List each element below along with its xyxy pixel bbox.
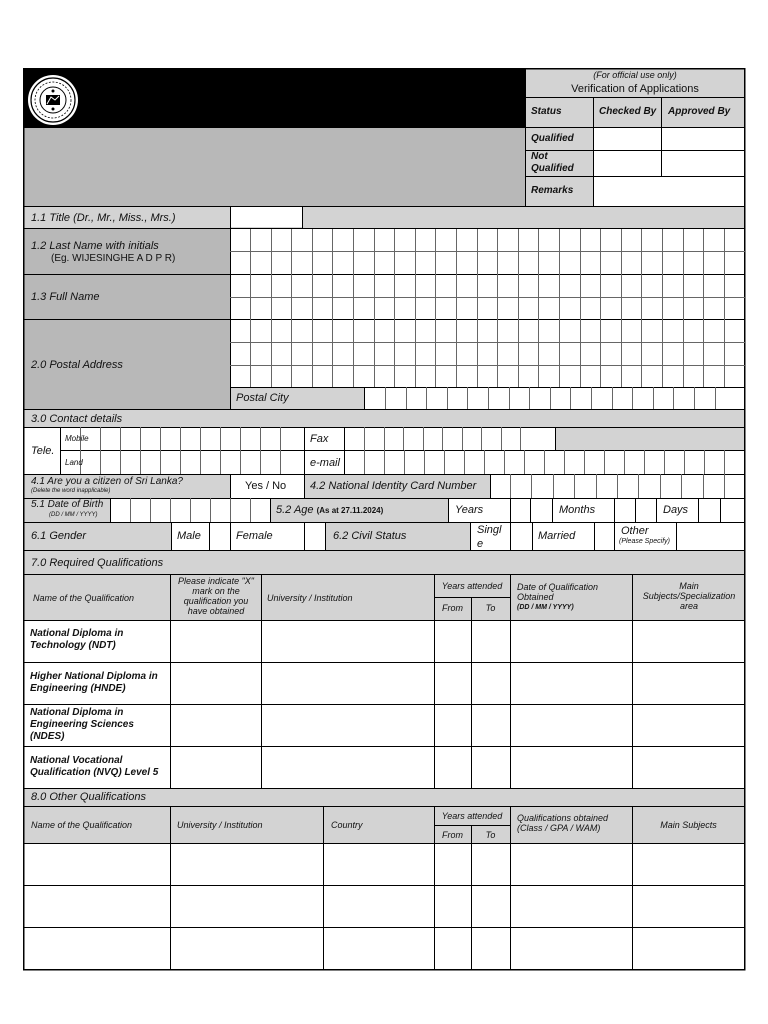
lastname-label: 1.2 Last Name with initials: [31, 240, 159, 252]
req-col-subjects: Main Subjects/Specialization area: [642, 581, 736, 611]
oth-col-name: Name of the Qualification: [31, 820, 133, 830]
land-label: Land: [65, 458, 83, 467]
nic-label: 4.2 National Identity Card Number: [310, 480, 477, 492]
req-col-date-format: (DD / MM / YYYY): [517, 604, 574, 611]
required-section-title: 7.0 Required Qualifications: [31, 557, 164, 569]
req-col-univ: University / Institution: [267, 593, 353, 603]
age-label-text: 5.2 Age: [276, 504, 314, 516]
dob-format: (DD / MM / YYYY): [49, 512, 98, 518]
fullname-label: 1.3 Full Name: [31, 291, 100, 303]
citizen-question: 4.1 Are you a citizen of Sri Lanka?: [31, 476, 183, 487]
qualification-ndt: National Diploma in Technology (NDT): [30, 628, 124, 651]
remarks-label: Remarks: [531, 185, 574, 196]
req-col-mark: Please indicate "X" mark on the qualification you have obtained: [178, 576, 254, 616]
req-col-name: Name of the Qualification: [33, 593, 135, 603]
months-label: Months: [559, 504, 596, 516]
yes-no-option[interactable]: Yes / No: [245, 480, 287, 492]
lastname-example: (Eg. WIJESINGHE A D P R): [51, 253, 176, 264]
not-qualified-label-2: Qualified: [531, 163, 574, 174]
years-label: Years: [455, 504, 484, 516]
contact-section-title: 3.0 Contact details: [31, 413, 123, 425]
mobile-label: Mobile: [65, 434, 89, 443]
fax-label: Fax: [310, 433, 329, 445]
qualified-label: Qualified: [531, 133, 574, 144]
male-option[interactable]: Male: [177, 530, 201, 542]
married-option[interactable]: Married: [538, 530, 576, 542]
tele-label: Tele.: [31, 445, 55, 457]
oth-col-to: To: [485, 830, 496, 840]
oth-col-from: From: [442, 830, 463, 840]
gender-label: 6.1 Gender: [31, 530, 87, 542]
postal-city-label: Postal City: [236, 392, 289, 404]
oth-col-obtained: Qualifications obtained (Class / GPA / WAM): [517, 813, 609, 833]
other-section-title: 8.0 Other Qualifications: [31, 791, 146, 803]
status-header: Status: [531, 106, 562, 117]
qualification-nvq: National Vocational Qualification (NVQ) Level 5: [30, 755, 159, 778]
dob-label: 5.1 Date of Birth: [31, 499, 104, 510]
req-col-from: From: [442, 603, 463, 613]
qualification-hnde: Higher National Diploma in Engineering (HNDE): [30, 671, 158, 694]
req-col-years: Years attended: [441, 581, 503, 591]
oth-col-country: Country: [331, 820, 363, 830]
other-note: (Please Specify): [619, 538, 670, 545]
single-option-1[interactable]: Singl: [477, 524, 502, 536]
checked-by-header: Checked By: [599, 106, 657, 117]
qualification-ndes: National Diploma in Engineering Sciences (NDES): [30, 707, 134, 742]
female-option[interactable]: Female: [236, 530, 273, 542]
oth-col-years: Years attended: [441, 811, 503, 821]
not-qualified-label-1: Not: [531, 151, 548, 162]
age-as-at: (As at 27.11.2024): [316, 506, 384, 515]
email-label: e-mail: [310, 457, 340, 469]
citizen-note: (Delete the word inapplicable): [31, 488, 111, 494]
official-title: Verification of Applications: [571, 83, 699, 95]
official-use-note: (For official use only): [593, 70, 677, 80]
req-col-date: Date of Qualification Obtained: [517, 582, 599, 602]
oth-col-subjects: Main Subjects: [660, 820, 717, 830]
days-label: Days: [663, 504, 689, 516]
other-option[interactable]: Other: [621, 525, 649, 537]
title-label: 1.1 Title (Dr., Mr., Miss., Mrs.): [31, 212, 176, 224]
age-label: [276, 504, 383, 517]
address-label: 2.0 Postal Address: [31, 359, 123, 371]
approved-by-header: Approved By: [668, 106, 731, 117]
req-col-to: To: [485, 603, 496, 613]
single-option-2: e: [477, 538, 484, 550]
civil-status-label: 6.2 Civil Status: [333, 530, 407, 542]
oth-col-univ: University / Institution: [177, 820, 263, 830]
